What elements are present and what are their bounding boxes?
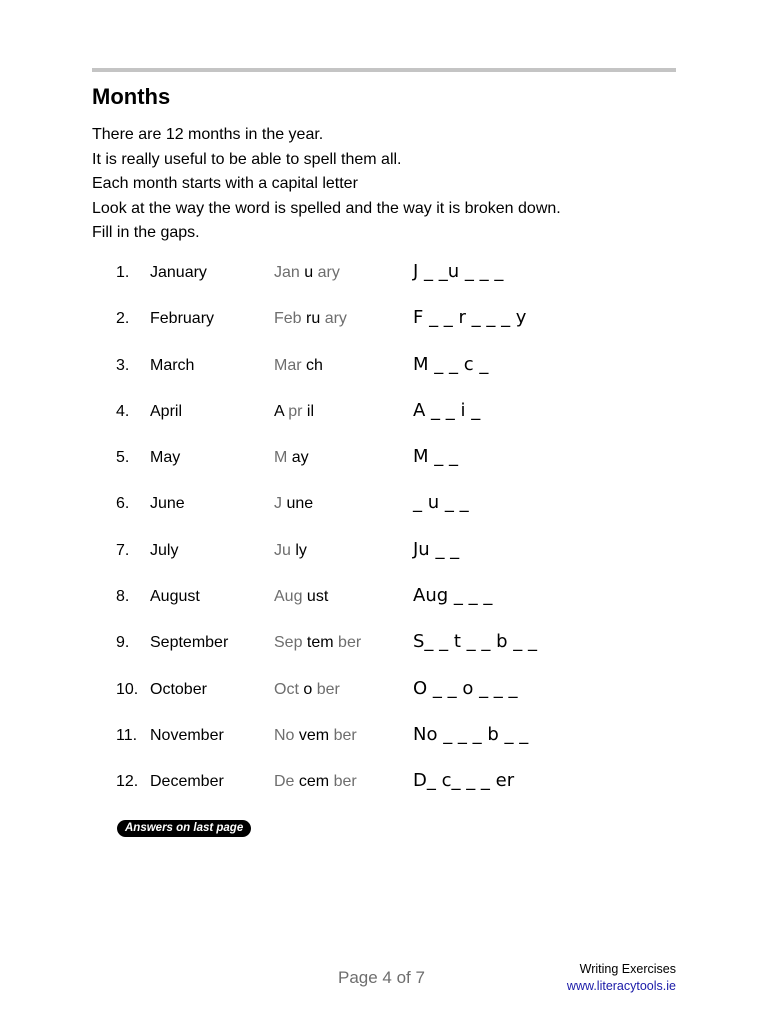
month-row bbox=[0, 441, 768, 487]
syllable-breakdown bbox=[274, 634, 361, 652]
intro-line: There are 12 months in the year. bbox=[92, 126, 324, 143]
row-number: 11. bbox=[116, 726, 138, 744]
syllable-breakdown bbox=[274, 495, 313, 513]
syllable: Ju bbox=[274, 541, 296, 559]
syllable-breakdown bbox=[274, 773, 357, 791]
footer-site-link[interactable]: www.literacytools.ie bbox=[566, 979, 676, 993]
row-number: 1. bbox=[116, 264, 130, 281]
month-name: September bbox=[150, 634, 229, 652]
syllable: ay bbox=[291, 449, 309, 467]
month-row bbox=[0, 673, 768, 719]
syllable: Feb bbox=[274, 310, 307, 328]
syllable: ru bbox=[306, 310, 325, 328]
gap-fill-exercise: No _ _ _ b _ _ bbox=[413, 723, 529, 745]
intro-line: Look at the way the word is spelled and the way it is broken down. bbox=[92, 199, 561, 217]
syllable-breakdown bbox=[274, 681, 340, 699]
gap-fill-exercise: M _ _ c _ bbox=[413, 353, 489, 375]
syllable-breakdown bbox=[274, 357, 323, 375]
syllable-breakdown bbox=[274, 588, 328, 606]
intro-line: It is really useful to be able to spell them all. bbox=[92, 150, 402, 168]
syllable: ber bbox=[333, 726, 357, 744]
syllable: ary bbox=[317, 264, 340, 281]
syllable: une bbox=[286, 495, 314, 513]
intro-text bbox=[92, 123, 561, 246]
syllable-breakdown bbox=[274, 264, 340, 282]
month-name: July bbox=[150, 541, 179, 559]
gap-fill-exercise: F _ _ r _ _ _ y bbox=[413, 307, 527, 329]
footer-category: Writing Exercises bbox=[579, 962, 676, 976]
gap-fill-exercise: O _ _ o _ _ _ bbox=[413, 677, 518, 699]
month-name: August bbox=[150, 588, 200, 606]
row-number: 10. bbox=[116, 680, 139, 698]
gap-fill-exercise: M _ _ bbox=[413, 446, 458, 468]
gap-fill-exercise: A _ _ i _ bbox=[413, 399, 481, 421]
page-number: Page 4 of 7 bbox=[338, 968, 425, 987]
row-number: 3. bbox=[116, 356, 130, 374]
row-number: 6. bbox=[116, 495, 130, 513]
row-number: 7. bbox=[116, 541, 130, 559]
syllable: Sep bbox=[274, 634, 307, 652]
syllable: ary bbox=[324, 310, 347, 328]
month-row bbox=[0, 395, 768, 441]
syllable-breakdown bbox=[274, 727, 357, 745]
month-row bbox=[0, 349, 768, 395]
syllable: pr bbox=[288, 402, 307, 420]
month-name: March bbox=[150, 356, 195, 374]
row-number: 5. bbox=[116, 449, 130, 467]
gap-fill-exercise: J _ _u _ _ _ bbox=[413, 261, 504, 282]
syllable: M bbox=[274, 449, 292, 467]
month-name: June bbox=[150, 495, 185, 513]
syllable-breakdown bbox=[274, 542, 307, 560]
syllable: Jan bbox=[274, 264, 305, 281]
syllable: Aug bbox=[274, 588, 307, 606]
syllable: ly bbox=[295, 541, 307, 559]
page-title: Months bbox=[92, 84, 171, 109]
row-number: 2. bbox=[116, 310, 130, 328]
gap-fill-exercise: _ u _ _ bbox=[413, 492, 469, 514]
month-name: January bbox=[150, 264, 207, 281]
month-row bbox=[0, 487, 768, 533]
intro-line: Each month starts with a capital letter bbox=[92, 175, 358, 193]
syllable: o bbox=[303, 680, 317, 698]
month-row bbox=[0, 719, 768, 765]
month-row bbox=[0, 765, 768, 811]
row-number: 9. bbox=[116, 634, 130, 652]
month-list bbox=[0, 256, 768, 812]
gap-fill-exercise: S_ _ t _ _ b _ _ bbox=[413, 631, 537, 653]
month-name: May bbox=[150, 449, 181, 467]
syllable-breakdown bbox=[274, 449, 309, 467]
month-name: December bbox=[150, 773, 224, 791]
gap-fill-exercise: Aug _ _ _ bbox=[413, 585, 493, 607]
syllable: ber bbox=[316, 680, 340, 698]
syllable: De bbox=[274, 773, 299, 791]
syllable: Oct bbox=[274, 680, 304, 698]
month-row bbox=[0, 580, 768, 626]
top-rule bbox=[92, 68, 676, 72]
syllable: J bbox=[274, 495, 287, 513]
month-name: October bbox=[150, 680, 207, 698]
month-row bbox=[0, 256, 768, 302]
answers-badge: Answers on last page bbox=[117, 820, 251, 837]
syllable: vem bbox=[298, 726, 334, 744]
gap-fill-exercise: D_ c_ _ _ er bbox=[413, 770, 515, 792]
row-number: 4. bbox=[116, 402, 130, 420]
syllable: ust bbox=[306, 588, 329, 606]
syllable: u bbox=[304, 264, 318, 281]
month-name: February bbox=[150, 310, 215, 328]
syllable: ch bbox=[306, 356, 323, 374]
syllable: Mar bbox=[274, 356, 306, 374]
syllable: A bbox=[274, 402, 289, 420]
gap-fill-exercise: Ju _ _ bbox=[413, 538, 460, 560]
syllable: No bbox=[274, 726, 299, 744]
syllable: ber bbox=[333, 773, 357, 791]
row-number: 8. bbox=[116, 588, 130, 606]
row-number: 12. bbox=[116, 773, 139, 791]
month-row bbox=[0, 534, 768, 580]
footer-info bbox=[567, 961, 676, 995]
syllable: ber bbox=[338, 634, 362, 652]
syllable-breakdown bbox=[274, 310, 347, 328]
month-row bbox=[0, 626, 768, 672]
syllable: tem bbox=[306, 634, 339, 652]
syllable: il bbox=[306, 402, 315, 420]
month-name: April bbox=[150, 402, 183, 420]
month-row bbox=[0, 302, 768, 348]
syllable: cem bbox=[298, 773, 334, 791]
month-name: November bbox=[150, 726, 224, 744]
syllable-breakdown bbox=[274, 403, 314, 421]
intro-line: Fill in the gaps. bbox=[92, 224, 200, 242]
